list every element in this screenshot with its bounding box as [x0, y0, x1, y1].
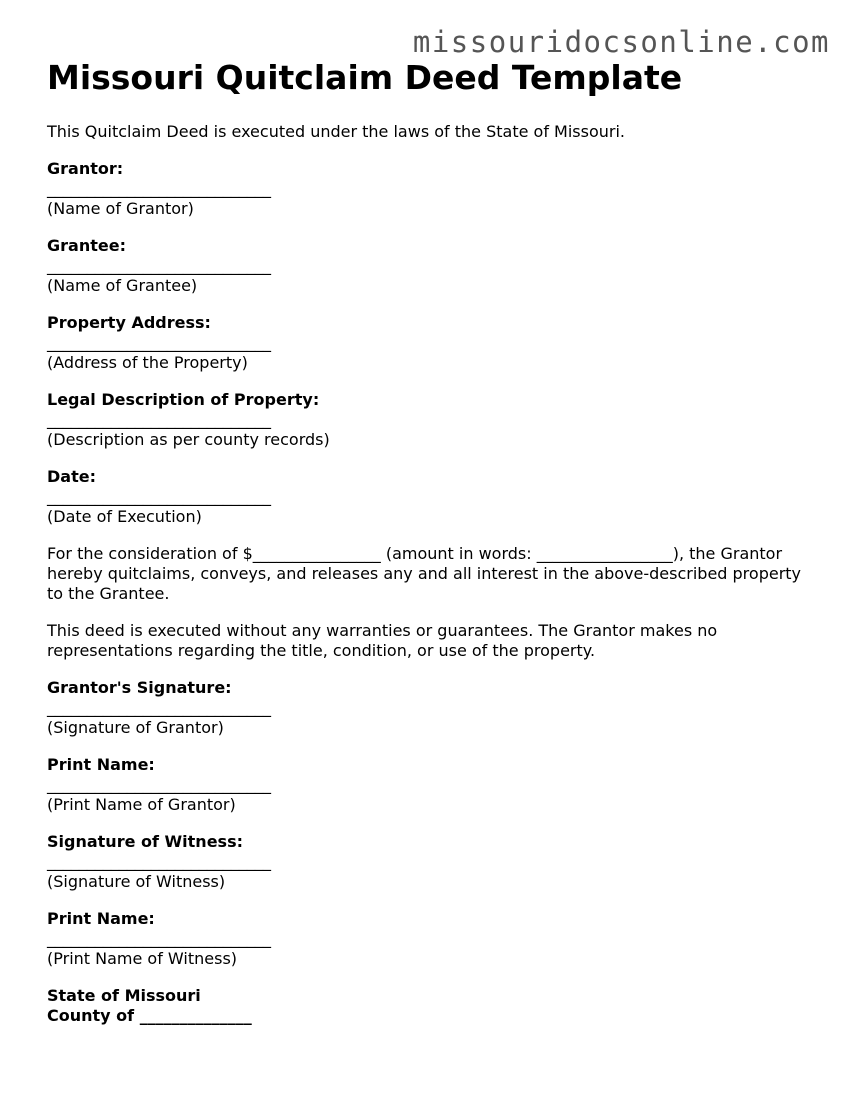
- property-address-blank-line: ____________________________: [47, 333, 271, 352]
- legal-description-field: [47, 390, 817, 450]
- witness-signature-field: [47, 832, 817, 892]
- deed-body: [47, 122, 817, 1026]
- grantor-blank-line: ____________________________: [47, 179, 271, 198]
- legal-description-label: Legal Description of Property:: [47, 390, 320, 409]
- witness-print-name-field: [47, 909, 817, 969]
- grantee-field: [47, 236, 817, 296]
- property-address-field: [47, 313, 817, 373]
- witness-print-name-hint: (Print Name of Witness): [47, 949, 238, 968]
- property-address-hint: (Address of the Property): [47, 353, 248, 372]
- property-address-label: Property Address:: [47, 313, 211, 332]
- grantee-blank-line: ____________________________: [47, 256, 271, 275]
- county-line: County of ______________: [47, 1006, 252, 1025]
- grantor-print-name-hint: (Print Name of Grantor): [47, 795, 236, 814]
- grantor-hint: (Name of Grantor): [47, 199, 194, 218]
- grantee-label: Grantee:: [47, 236, 126, 255]
- intro-paragraph: This Quitclaim Deed is executed under the laws of the State of Missouri.: [47, 122, 625, 141]
- witness-print-name-blank-line: ____________________________: [47, 929, 271, 948]
- grantor-signature-hint: (Signature of Grantor): [47, 718, 224, 737]
- notary-venue-block: [47, 986, 817, 1026]
- date-blank-line: ____________________________: [47, 487, 271, 506]
- warranty-paragraph: This deed is executed without any warranties or guarantees. The Grantor makes no representations regarding the title, condition, or use of the property.: [47, 621, 718, 660]
- date-hint: (Date of Execution): [47, 507, 202, 526]
- consideration-paragraph: For the consideration of $________________ (amount in words: _________________), the Grantor hereby quitclaims, conveys, and releases any and all interest in the above-described property to the Grantee.: [47, 544, 802, 603]
- witness-signature-hint: (Signature of Witness): [47, 872, 226, 891]
- grantor-print-name-field: [47, 755, 817, 815]
- grantor-signature-field: [47, 678, 817, 738]
- grantor-label: Grantor:: [47, 159, 124, 178]
- grantor-signature-label: Grantor's Signature:: [47, 678, 232, 697]
- document-title: Missouri Quitclaim Deed Template: [47, 58, 683, 97]
- site-watermark: missouridocsonline.com: [412, 25, 830, 59]
- grantee-hint: (Name of Grantee): [47, 276, 198, 295]
- grantor-signature-blank-line: ____________________________: [47, 698, 271, 717]
- witness-signature-label: Signature of Witness:: [47, 832, 243, 851]
- legal-description-hint: (Description as per county records): [47, 430, 330, 449]
- grantor-field: [47, 159, 817, 219]
- legal-description-blank-line: ____________________________: [47, 410, 271, 429]
- grantor-print-name-label: Print Name:: [47, 755, 155, 774]
- witness-print-name-label: Print Name:: [47, 909, 155, 928]
- witness-signature-blank-line: ____________________________: [47, 852, 271, 871]
- grantor-print-name-blank-line: ____________________________: [47, 775, 271, 794]
- date-field: [47, 467, 817, 527]
- date-label: Date:: [47, 467, 96, 486]
- state-line: State of Missouri: [47, 986, 201, 1005]
